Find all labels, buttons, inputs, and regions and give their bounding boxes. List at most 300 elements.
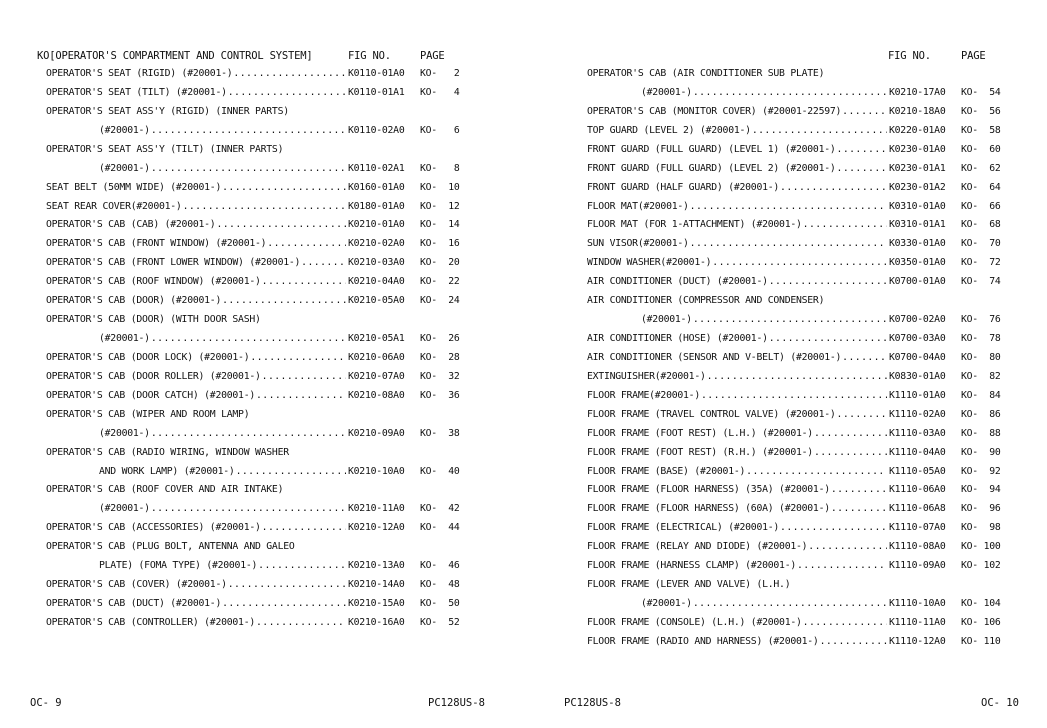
dot-leader xyxy=(150,501,346,517)
fig-number: K1110-06A8 xyxy=(889,503,946,515)
index-entry xyxy=(0,142,523,158)
page-reference: KO- 24 xyxy=(420,295,460,307)
dot-leader xyxy=(221,180,346,196)
entry-description xyxy=(46,350,346,366)
index-entry xyxy=(0,520,523,536)
index-entry xyxy=(0,445,523,461)
entry-description xyxy=(587,369,887,385)
index-entry xyxy=(524,615,1047,631)
page-header: PAGE xyxy=(961,50,986,62)
entry-description xyxy=(587,142,887,158)
entry-text: FLOOR FRAME (ELECTRICAL) (#20001-) xyxy=(587,522,780,534)
dot-leader xyxy=(257,558,346,574)
fig-number: K0330-01A0 xyxy=(889,238,946,250)
entry-text: FLOOR MAT(#20001-) xyxy=(587,200,689,212)
page-reference: KO- 22 xyxy=(420,276,460,288)
entry-description xyxy=(587,464,887,480)
index-entry xyxy=(524,85,1047,101)
entry-text: OPERATOR'S CAB (FRONT WINDOW) (#20001-) xyxy=(46,238,267,250)
dot-leader xyxy=(706,369,887,385)
entry-description xyxy=(46,520,346,536)
page-reference: KO- 14 xyxy=(420,219,460,231)
fig-number: K1110-12A0 xyxy=(889,635,946,647)
entry-text: OPERATOR'S SEAT (RIGID) (#20001-) xyxy=(46,68,233,79)
entry-description xyxy=(46,104,346,120)
entry-description xyxy=(46,577,346,593)
dot-leader xyxy=(802,615,887,631)
entry-text: (#20001-) xyxy=(99,427,150,439)
dot-leader xyxy=(700,388,887,404)
index-entry xyxy=(0,66,523,82)
entry-description xyxy=(587,180,887,196)
index-entry xyxy=(524,180,1047,196)
index-entry xyxy=(524,577,1047,593)
index-entry xyxy=(0,577,523,593)
index-entry xyxy=(0,350,523,366)
page-reference: KO- 82 xyxy=(961,370,1001,382)
entry-description xyxy=(46,85,346,101)
index-entry xyxy=(0,482,523,498)
page-reference: KO- 6 xyxy=(420,124,460,136)
index-entry xyxy=(524,558,1047,574)
dot-leader xyxy=(692,312,887,328)
dot-leader xyxy=(711,255,887,271)
fig-number: K0230-01A1 xyxy=(889,162,946,174)
entry-text: FLOOR FRAME (HARNESS CLAMP) (#20001-) xyxy=(587,560,796,572)
entry-text: AIR CONDITIONER (SENSOR AND V-BELT) (#20001-) xyxy=(587,351,842,363)
page-reference: KO- 58 xyxy=(961,124,1001,136)
entry-text: EXTINGUISHER(#20001-) xyxy=(587,370,706,382)
page-reference: KO- 94 xyxy=(961,484,1001,496)
page-reference: KO- 16 xyxy=(420,238,460,250)
page-reference: KO- 52 xyxy=(420,616,460,628)
entry-text: FLOOR FRAME (FLOOR HARNESS) (60A) (#20001-) xyxy=(587,503,830,515)
entry-text: AIR CONDITIONER (DUCT) (#20001-) xyxy=(587,276,768,288)
entry-description xyxy=(46,596,346,612)
entry-text: AIR CONDITIONER (COMPRESSOR AND CONDENSER) xyxy=(587,295,825,307)
entry-description xyxy=(46,369,346,385)
entry-description xyxy=(587,161,887,177)
index-entry xyxy=(0,85,523,101)
page-reference: KO- 104 xyxy=(961,598,1001,610)
index-entry xyxy=(524,199,1047,215)
index-entry xyxy=(524,539,1047,555)
page-reference: KO- 106 xyxy=(961,616,1001,628)
dot-leader xyxy=(751,123,887,139)
index-entry xyxy=(524,142,1047,158)
fig-number: K0830-01A0 xyxy=(889,370,946,382)
index-entry xyxy=(524,161,1047,177)
entry-text: (#20001-) xyxy=(641,86,692,98)
fig-number: K0210-03A0 xyxy=(348,257,405,269)
dot-leader xyxy=(689,236,887,252)
dot-leader xyxy=(830,501,887,517)
index-entry xyxy=(524,634,1047,650)
page-reference: KO- 96 xyxy=(961,503,1001,515)
entry-text: FLOOR FRAME (TRAVEL CONTROL VALVE) (#20001-) xyxy=(587,408,836,420)
page-reference: KO- 36 xyxy=(420,389,460,401)
fig-number: K0210-08A0 xyxy=(348,389,405,401)
entry-description xyxy=(587,217,887,233)
dot-leader xyxy=(150,161,346,177)
page-reference: KO- 28 xyxy=(420,351,460,363)
index-entry xyxy=(0,161,523,177)
entry-description xyxy=(587,123,887,139)
index-entry xyxy=(0,501,523,517)
fig-number: K0110-01A0 xyxy=(348,68,405,79)
page-reference: KO- 102 xyxy=(961,560,1001,572)
entry-text: OPERATOR'S SEAT (TILT) (#20001-) xyxy=(46,86,227,98)
dot-leader xyxy=(261,274,346,290)
entry-text: FLOOR FRAME (RELAY AND DIODE) (#20001-) xyxy=(587,541,808,553)
page-reference: KO- 100 xyxy=(961,541,1001,553)
index-entry xyxy=(524,501,1047,517)
page-reference: KO- 60 xyxy=(961,143,1001,155)
entry-description xyxy=(641,312,887,328)
entry-text: (#20001-) xyxy=(641,598,692,610)
section-title: KO[OPERATOR'S COMPARTMENT AND CONTROL SYSTEM] xyxy=(37,50,313,62)
fig-number: K0210-09A0 xyxy=(348,427,405,439)
entry-description xyxy=(587,482,887,498)
page-reference: KO- 110 xyxy=(961,635,1001,647)
dot-leader xyxy=(215,217,346,233)
dot-leader xyxy=(221,293,346,309)
index-entry xyxy=(524,312,1047,328)
fig-number: K0210-14A0 xyxy=(348,579,405,591)
page-reference: KO- 32 xyxy=(420,370,460,382)
fig-number: K0210-16A0 xyxy=(348,616,405,628)
dot-leader xyxy=(150,331,346,347)
fig-number: K0180-01A0 xyxy=(348,200,405,212)
entry-description xyxy=(587,407,887,423)
entry-description xyxy=(587,388,887,404)
index-entry xyxy=(0,464,523,480)
fig-number: K1110-11A0 xyxy=(889,616,946,628)
page-reference: KO- 4 xyxy=(420,86,460,98)
fig-number: K0110-02A1 xyxy=(348,162,405,174)
entry-text: OPERATOR'S CAB (COVER) (#20001-) xyxy=(46,579,227,591)
entry-description xyxy=(46,539,346,555)
entry-text: (#20001-) xyxy=(99,333,150,345)
dot-leader xyxy=(768,331,887,347)
entry-description xyxy=(587,199,887,215)
entry-text: OPERATOR'S CAB (ACCESSORIES) (#20001-) xyxy=(46,522,261,534)
fig-number: K0700-01A0 xyxy=(889,276,946,288)
fig-number: K0700-03A0 xyxy=(889,333,946,345)
page-reference: KO- 44 xyxy=(420,522,460,534)
page-reference: KO- 90 xyxy=(961,446,1001,458)
dot-leader xyxy=(266,236,346,252)
entry-description xyxy=(46,255,346,271)
fig-number: K1110-03A0 xyxy=(889,427,946,439)
entry-text: FRONT GUARD (FULL GUARD) (LEVEL 2) (#20001-) xyxy=(587,162,836,174)
index-entry xyxy=(524,66,1047,82)
fig-number: K0210-05A0 xyxy=(348,295,405,307)
fig-no-header: FIG NO. xyxy=(888,50,931,62)
dot-leader xyxy=(807,539,887,555)
entry-text: AND WORK LAMP) (#20001-) xyxy=(99,465,235,477)
fig-number: K0210-10A0 xyxy=(348,465,405,477)
page-reference: KO- 64 xyxy=(961,181,1001,193)
entry-description xyxy=(46,445,346,461)
index-entry xyxy=(0,558,523,574)
dot-leader xyxy=(836,142,887,158)
dot-leader xyxy=(255,388,346,404)
entry-description xyxy=(99,123,346,139)
entry-text: SEAT REAR COVER(#20001-) xyxy=(46,200,182,212)
dot-leader xyxy=(745,464,887,480)
index-entry xyxy=(524,274,1047,290)
entry-text: OPERATOR'S CAB (DOOR) (#20001-) xyxy=(46,295,222,307)
page-reference: KO- 84 xyxy=(961,389,1001,401)
entry-text: OPERATOR'S CAB (ROOF WINDOW) (#20001-) xyxy=(46,276,261,288)
entry-description xyxy=(587,293,887,309)
fig-number: K0310-01A0 xyxy=(889,200,946,212)
entry-description xyxy=(587,426,887,442)
page-reference: KO- 50 xyxy=(420,598,460,610)
entry-text: (#20001-) xyxy=(641,314,692,326)
dot-leader xyxy=(261,520,346,536)
entry-text: OPERATOR'S CAB (FRONT LOWER WINDOW) (#20001-) xyxy=(46,257,301,269)
index-entry xyxy=(0,236,523,252)
index-entry xyxy=(524,596,1047,612)
entry-text: FLOOR FRAME (FLOOR HARNESS) (35A) (#20001-) xyxy=(587,484,830,496)
entry-text: OPERATOR'S CAB (ROOF COVER AND AIR INTAKE) xyxy=(46,484,284,496)
page-reference: KO- 74 xyxy=(961,276,1001,288)
entry-description xyxy=(641,596,887,612)
page-reference: KO- 78 xyxy=(961,333,1001,345)
entry-text: OPERATOR'S SEAT ASS'Y (TILT) (INNER PARTS) xyxy=(46,143,284,155)
index-entry xyxy=(524,464,1047,480)
entry-text: FLOOR FRAME (RADIO AND HARNESS) (#20001-) xyxy=(587,635,819,647)
dot-leader xyxy=(227,577,346,593)
entry-description xyxy=(46,236,346,252)
dot-leader xyxy=(150,123,346,139)
page-reference: KO- 62 xyxy=(961,162,1001,174)
page-reference: KO- 88 xyxy=(961,427,1001,439)
index-entry xyxy=(524,350,1047,366)
fig-number: K0210-07A0 xyxy=(348,370,405,382)
dot-leader xyxy=(836,407,887,423)
dot-leader xyxy=(150,426,346,442)
entry-description xyxy=(46,142,346,158)
dot-leader xyxy=(221,596,346,612)
entry-description xyxy=(99,161,346,177)
dot-leader xyxy=(836,161,887,177)
dot-leader xyxy=(689,199,887,215)
page-reference: KO- 54 xyxy=(961,86,1001,98)
index-entry xyxy=(524,217,1047,233)
index-entry xyxy=(0,255,523,271)
entry-description xyxy=(587,501,887,517)
fig-number: K1110-02A0 xyxy=(889,408,946,420)
dot-leader xyxy=(841,350,887,366)
entry-text: FRONT GUARD (HALF GUARD) (#20001-) xyxy=(587,181,780,193)
page-reference: KO- 2 xyxy=(420,68,460,79)
entry-text: OPERATOR'S CAB (WIPER AND ROOM LAMP) xyxy=(46,408,250,420)
dot-leader xyxy=(768,274,887,290)
entry-description xyxy=(587,66,887,82)
fig-number: K1110-09A0 xyxy=(889,560,946,572)
entry-text: OPERATOR'S CAB (DOOR) (WITH DOOR SASH) xyxy=(46,314,261,326)
dot-leader xyxy=(255,615,346,631)
index-entry xyxy=(0,293,523,309)
entry-description xyxy=(99,331,346,347)
dot-leader xyxy=(182,199,346,215)
entry-description xyxy=(99,558,346,574)
fig-number: K0230-01A0 xyxy=(889,143,946,155)
page-reference: KO- 46 xyxy=(420,560,460,572)
fig-number: K1110-08A0 xyxy=(889,541,946,553)
fig-number: K0160-01A0 xyxy=(348,181,405,193)
dot-leader xyxy=(235,464,346,480)
fig-number: K0220-01A0 xyxy=(889,124,946,136)
index-entry xyxy=(0,217,523,233)
dot-leader xyxy=(227,85,346,101)
fig-number: K0210-01A0 xyxy=(348,219,405,231)
entry-text: OPERATOR'S CAB (CAB) (#20001-) xyxy=(46,219,216,231)
fig-number: K1110-10A0 xyxy=(889,598,946,610)
page-reference: KO- 98 xyxy=(961,522,1001,534)
page-reference: KO- 20 xyxy=(420,257,460,269)
entry-description xyxy=(99,426,346,442)
entry-description xyxy=(587,520,887,536)
entry-text: SEAT BELT (50MM WIDE) (#20001-) xyxy=(46,181,222,193)
dot-leader xyxy=(249,350,346,366)
dot-leader xyxy=(692,85,887,101)
entry-description xyxy=(46,312,346,328)
footer-page-number: OC- 10 xyxy=(981,697,1019,709)
index-entry xyxy=(0,539,523,555)
entry-text: OPERATOR'S CAB (CONTROLLER) (#20001-) xyxy=(46,616,255,628)
page-reference: KO- 86 xyxy=(961,408,1001,420)
entry-description xyxy=(587,445,887,461)
entry-text: OPERATOR'S CAB (DUCT) (#20001-) xyxy=(46,598,222,610)
fig-number: K0210-02A0 xyxy=(348,238,405,250)
index-entry xyxy=(0,426,523,442)
dot-leader xyxy=(692,596,887,612)
entry-description xyxy=(99,501,346,517)
index-entry xyxy=(0,123,523,139)
fig-number: K0210-18A0 xyxy=(889,105,946,117)
fig-number: K0210-15A0 xyxy=(348,598,405,610)
fig-number: K0700-02A0 xyxy=(889,314,946,326)
index-entry xyxy=(0,104,523,120)
fig-number: K0210-17A0 xyxy=(889,86,946,98)
footer-page-number: OC- 9 xyxy=(30,697,62,709)
entry-description xyxy=(587,255,887,271)
fig-number: K1110-06A0 xyxy=(889,484,946,496)
fig-number: K0700-04A0 xyxy=(889,351,946,363)
index-entry xyxy=(0,615,523,631)
dot-leader xyxy=(779,180,887,196)
dot-leader xyxy=(779,520,887,536)
entry-text: FLOOR FRAME (FOOT REST) (R.H.) (#20001-) xyxy=(587,446,813,458)
entry-text: OPERATOR'S CAB (DOOR LOCK) (#20001-) xyxy=(46,351,250,363)
fig-number: K1110-04A0 xyxy=(889,446,946,458)
fig-number: K1110-01A0 xyxy=(889,389,946,401)
entry-description xyxy=(587,331,887,347)
index-entry xyxy=(0,199,523,215)
entry-description xyxy=(46,482,346,498)
page-reference: KO- 70 xyxy=(961,238,1001,250)
index-entry xyxy=(0,596,523,612)
dot-leader xyxy=(841,104,887,120)
dot-leader xyxy=(232,66,346,82)
index-entry xyxy=(524,236,1047,252)
entry-description xyxy=(587,615,887,631)
footer-model: PC128US-8 xyxy=(564,697,621,709)
dot-leader xyxy=(261,369,346,385)
entry-text: OPERATOR'S CAB (DOOR ROLLER) (#20001-) xyxy=(46,370,261,382)
entry-description xyxy=(587,634,887,650)
entry-text: FLOOR FRAME (BASE) (#20001-) xyxy=(587,465,746,477)
entry-text: FLOOR FRAME(#20001-) xyxy=(587,389,700,401)
entry-description xyxy=(46,615,346,631)
dot-leader xyxy=(802,217,887,233)
page-reference: KO- 40 xyxy=(420,465,460,477)
index-entry xyxy=(0,388,523,404)
footer-model: PC128US-8 xyxy=(428,697,485,709)
index-entry xyxy=(524,388,1047,404)
page-reference: KO- 48 xyxy=(420,579,460,591)
entry-text: OPERATOR'S SEAT ASS'Y (RIGID) (INNER PARTS) xyxy=(46,105,289,117)
fig-number: K0110-02A0 xyxy=(348,124,405,136)
page-reference: KO- 42 xyxy=(420,503,460,515)
fig-number: K0210-05A1 xyxy=(348,333,405,345)
entry-description xyxy=(46,407,346,423)
entry-text: OPERATOR'S CAB (RADIO WIRING, WINDOW WASHER xyxy=(46,446,289,458)
dot-leader xyxy=(796,558,887,574)
entry-text: OPERATOR'S CAB (DOOR CATCH) (#20001-) xyxy=(46,389,255,401)
dot-leader xyxy=(813,426,887,442)
index-entry xyxy=(0,274,523,290)
entry-description xyxy=(587,104,887,120)
page-reference: KO- 80 xyxy=(961,351,1001,363)
left-page xyxy=(0,0,523,728)
fig-number: K1110-07A0 xyxy=(889,522,946,534)
index-entry xyxy=(524,104,1047,120)
entry-text: PLATE) (FOMA TYPE) (#20001-) xyxy=(99,560,258,572)
index-entry xyxy=(524,426,1047,442)
entry-description xyxy=(46,180,346,196)
index-entry xyxy=(0,407,523,423)
entry-text: FLOOR MAT (FOR 1-ATTACHMENT) (#20001-) xyxy=(587,219,802,231)
fig-number: K0310-01A1 xyxy=(889,219,946,231)
index-entry xyxy=(0,180,523,196)
entry-description xyxy=(46,217,346,233)
entry-description xyxy=(587,236,887,252)
entry-text: OPERATOR'S CAB (PLUG BOLT, ANTENNA AND GALEO xyxy=(46,541,295,553)
entry-description xyxy=(46,293,346,309)
entry-text: TOP GUARD (LEVEL 2) (#20001-) xyxy=(587,124,751,136)
fig-no-header: FIG NO. xyxy=(348,50,391,62)
entry-text: OPERATOR'S CAB (AIR CONDITIONER SUB PLATE) xyxy=(587,68,825,79)
dot-leader xyxy=(819,634,887,650)
index-entry xyxy=(524,407,1047,423)
fig-number: K0210-13A0 xyxy=(348,560,405,572)
index-entry xyxy=(524,255,1047,271)
index-entry xyxy=(0,331,523,347)
page-header: PAGE xyxy=(420,50,445,62)
entry-text: WINDOW WASHER(#20001-) xyxy=(587,257,712,269)
page-reference: KO- 66 xyxy=(961,200,1001,212)
page-reference: KO- 38 xyxy=(420,427,460,439)
fig-number: K0210-04A0 xyxy=(348,276,405,288)
entry-description xyxy=(587,558,887,574)
entry-description xyxy=(641,85,887,101)
entry-description xyxy=(46,66,346,82)
